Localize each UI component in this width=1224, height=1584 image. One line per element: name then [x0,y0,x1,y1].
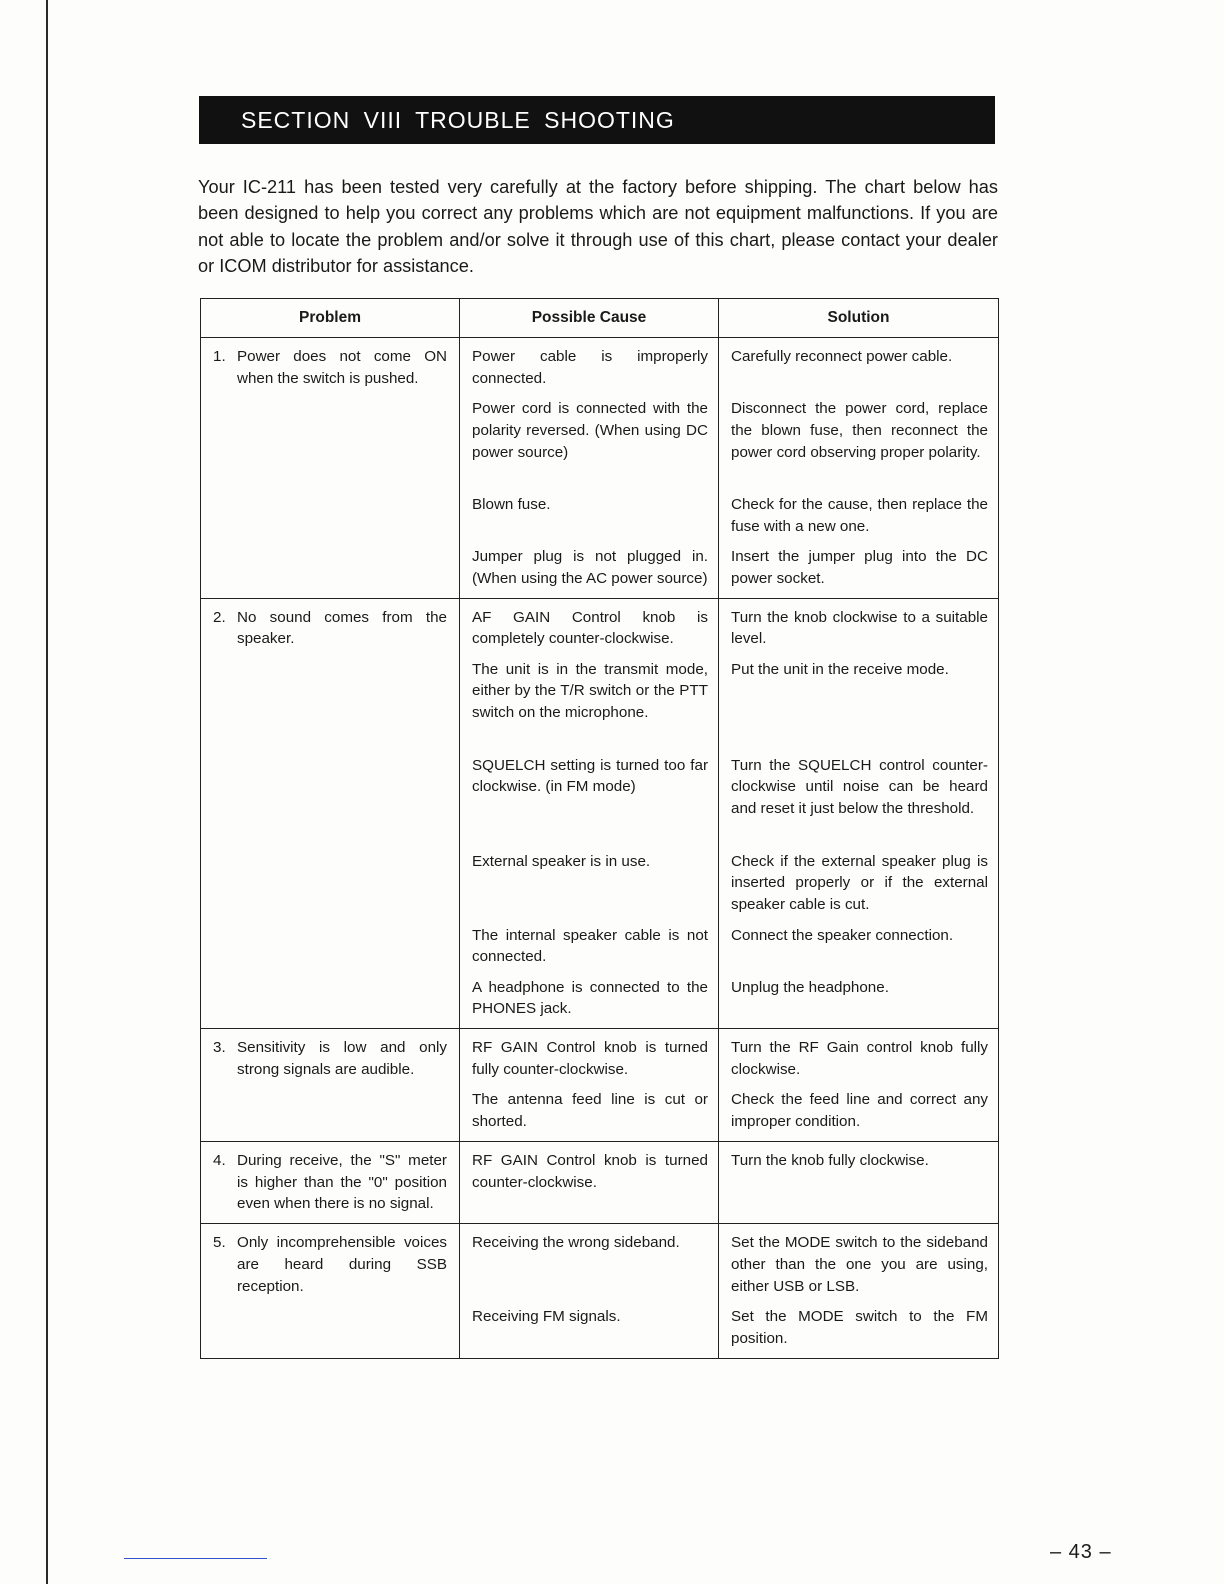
header-solution: Solution [719,299,999,338]
problem-number: 4. [213,1151,226,1169]
footer-rule [124,1558,267,1559]
section-title: SECTION VIII TROUBLE SHOOTING [241,106,675,133]
binding-edge-line [46,0,48,1584]
solution-cell [719,1029,999,1142]
troubleshooting-table [200,298,999,1359]
solution-text: Disconnect the power cord, replace the blown fuse, then reconnect the power cord observing proper polarity. [731,400,988,461]
table-row [201,338,999,599]
header-problem: Problem [201,299,460,338]
problem-text: Only incomprehensible voices are heard during SSB reception. [237,1234,447,1295]
solution-text: Carefully reconnect power cable. [731,348,953,365]
cause-text: Jumper plug is not plugged in. (When using the AC power source) [472,548,708,587]
table-header-row [201,299,999,338]
solution-text: Insert the jumper plug into the DC power socket. [731,548,988,587]
problem-text: Power does not come ON when the switch is pushed. [237,348,447,387]
cause-text: A headphone is connected to the PHONES jack. [472,978,708,1018]
solution-text: Connect the speaker connection. [731,926,954,944]
solution-text: Check if the external speaker plug is inserted properly or if the external speaker cable is cut. [731,852,988,914]
cause-text: External speaker is in use. [472,852,651,870]
problem-text: No sound comes from the speaker. [237,608,447,648]
cause-text: Receiving FM signals. [472,1308,621,1326]
solution-cell [719,338,999,599]
problem-number: 5. [213,1234,226,1252]
solution-text: Unplug the headphone. [731,978,889,996]
solution-text: Set the MODE switch to the FM position. [731,1308,988,1347]
cause-cell [460,598,719,1029]
solution-text: Turn the knob clockwise to a suitable level. [731,608,988,648]
section-title-banner [199,96,995,144]
cause-text: Power cord is connected with the polarity reversed. (When using DC power source) [472,400,708,461]
problem-text: During receive, the "S" meter is higher than the "0" position even when there is no signal. [237,1151,447,1213]
solution-cell [719,1224,999,1359]
cause-text: The unit is in the transmit mode, either by the T/R switch or the PTT switch on the microphone. [472,660,708,722]
problem-cell [201,1224,460,1359]
solution-text: Put the unit in the receive mode. [731,660,949,678]
cause-text: RF GAIN Control knob is turned fully counter-clockwise. [472,1039,708,1078]
cause-text: Receiving the wrong sideband. [472,1234,680,1252]
solution-cell [719,598,999,1029]
intro-paragraph: Your IC-211 has been tested very carefully at the factory before shipping. The chart below has been designed to help you correct any problems which are not equipment malfunctions. If you are not able to locate the problem and/or solve it through use of this chart, please contact your dealer or ICOM distributor for assistance. [198,177,998,276]
cause-text: The internal speaker cable is not connected. [472,926,708,966]
cause-cell [460,338,719,599]
problem-number: 1. [213,348,226,365]
solution-cell [719,1141,999,1223]
cause-cell [460,1224,719,1359]
table-row [201,598,999,1029]
problem-number: 3. [213,1039,226,1057]
solution-text: Turn the RF Gain control knob fully clockwise. [731,1039,988,1078]
cause-text: AF GAIN Control knob is completely counter-clockwise. [472,608,708,648]
solution-text: Set the MODE switch to the sideband other than the one you are using, either USB or LSB. [731,1234,988,1295]
problem-cell [201,1141,460,1223]
solution-text: Check for the cause, then replace the fuse with a new one. [731,496,988,535]
cause-cell [460,1141,719,1223]
solution-text: Check the feed line and correct any improper condition. [731,1091,988,1130]
problem-number: 2. [213,608,226,626]
cause-text: Power cable is improperly connected. [472,348,708,387]
solution-text: Turn the knob fully clockwise. [731,1151,929,1169]
cause-cell [460,1029,719,1142]
problem-cell [201,338,460,599]
table-row [201,1029,999,1142]
cause-text: RF GAIN Control knob is turned counter-clockwise. [472,1151,708,1191]
page-number: – 43 – [1050,1541,1112,1563]
solution-text: Turn the SQUELCH control counter-clockwise until noise can be heard and reset it just below the threshold. [731,756,988,818]
cause-text: SQUELCH setting is turned too far clockwise. (in FM mode) [472,756,708,796]
problem-text: Sensitivity is low and only strong signals are audible. [237,1039,447,1078]
problem-cell [201,1029,460,1142]
cause-text: The antenna feed line is cut or shorted. [472,1091,708,1130]
table-row [201,1224,999,1359]
table-row [201,1141,999,1223]
header-possible-cause: Possible Cause [460,299,719,338]
cause-text: Blown fuse. [472,496,551,513]
problem-cell [201,598,460,1029]
